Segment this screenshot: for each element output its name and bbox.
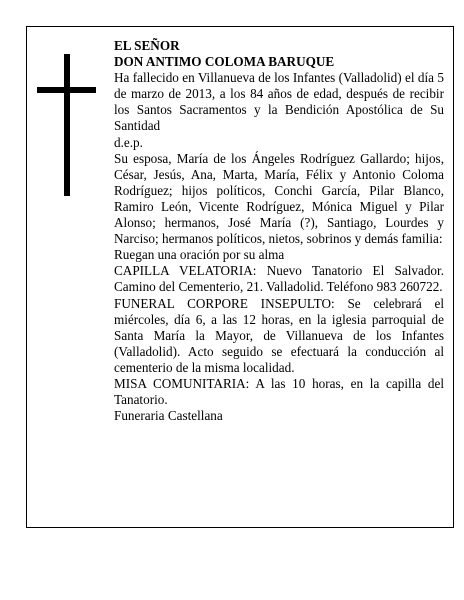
cross-vertical-bar (64, 54, 70, 196)
funeral-info: FUNERAL CORPORE INSEPULTO: Se celebrará el miércoles, día 6, a las 12 horas, en la iglesia parroquial de Santa María la Mayor, de Villanueva de los Infantes (Valladolid). Acto seguido se efectuará la conducción al cementerio de la misma localidad. (114, 295, 444, 375)
cross-horizontal-bar (37, 87, 96, 93)
obituary-text (114, 38, 444, 424)
deceased-name: DON ANTIMO COLOMA BARUQUE (114, 54, 335, 70)
family-list: Su esposa, María de los Ángeles Rodríguez Gallardo; hijos, César, Jesús, Ana, Marta, María, Félix y Antonio Coloma Rodríguez; hijos políticos, Conchi García, Pilar Blanco, Ramiro León, Vicente Rodríguez, Mónica Miguel y Pilar Alonso; hermanos, José María (?), Santiago, Lourdes y Narciso; hermanos políticos, nietos, sobrinos y demás familia: (114, 150, 444, 247)
death-announcement: Ha fallecido en Villanueva de los Infantes (Valladolid) el día 5 de marzo de 2013, a los 84 años de edad, después de recibir los Santos Sacramentos y la Bendición Apostólica de Su Santidad (114, 70, 444, 134)
rip-text: d.e.p. (114, 134, 143, 150)
prayer-request: Ruegan una oración por su alma (114, 247, 285, 263)
title-line-1: EL SEÑOR (114, 38, 180, 53)
funeral-home: Funeraria Castellana (114, 408, 223, 424)
mass-info: MISA COMUNITARIA: A las 10 horas, en la capilla del Tanatorio. (114, 375, 444, 408)
chapel-info: CAPILLA VELATORIA: Nuevo Tanatorio El Salvador. Camino del Cementerio, 21. Valladolid. Teléfono 983 260722. (114, 263, 444, 295)
